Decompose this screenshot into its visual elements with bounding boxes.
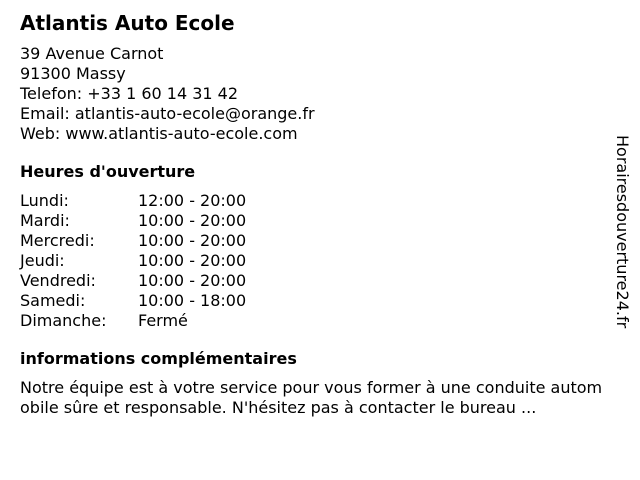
address-street: 39 Avenue Carnot [20, 44, 164, 63]
hours-day: Mardi: [20, 211, 70, 230]
hours-time: 10:00 - 20:00 [138, 211, 247, 230]
phone-line[interactable]: Telefon: +33 1 60 14 31 42 [20, 84, 239, 103]
hours-row [20, 271, 605, 291]
hours-time: 10:00 - 20:00 [138, 271, 247, 290]
watermark-text: Horairesdouverture24.fr [613, 135, 632, 329]
hours-day: Lundi: [20, 191, 69, 210]
info-description: Notre équipe est à votre service pour vous former à une conduite automobile sûre et responsable. N'hésitez pas à contacter le bureau ... [20, 378, 603, 417]
hours-time: 10:00 - 20:00 [138, 251, 247, 270]
hours-time: 12:00 - 20:00 [138, 191, 247, 210]
contact-block [20, 44, 605, 144]
hours-row [20, 231, 605, 251]
hours-time: 10:00 - 18:00 [138, 291, 247, 310]
hours-row [20, 191, 605, 211]
hours-day: Mercredi: [20, 231, 95, 250]
web-line[interactable]: Web: www.atlantis-auto-ecole.com [20, 124, 298, 143]
info-title: informations complémentaires [20, 349, 297, 368]
hours-time: Fermé [138, 311, 188, 330]
email-line[interactable]: Email: atlantis-auto-ecole@orange.fr [20, 104, 315, 123]
business-card [20, 10, 605, 418]
hours-day: Jeudi: [20, 251, 65, 270]
hours-day: Samedi: [20, 291, 86, 310]
hours-table [20, 191, 605, 331]
hours-row [20, 291, 605, 311]
hours-time: 10:00 - 20:00 [138, 231, 247, 250]
hours-day: Vendredi: [20, 271, 96, 290]
business-name: Atlantis Auto Ecole [20, 11, 235, 35]
hours-row [20, 211, 605, 231]
hours-title: Heures d'ouverture [20, 162, 196, 181]
hours-row [20, 251, 605, 271]
hours-row [20, 311, 605, 331]
address-city: 91300 Massy [20, 64, 126, 83]
hours-day: Dimanche: [20, 311, 107, 330]
